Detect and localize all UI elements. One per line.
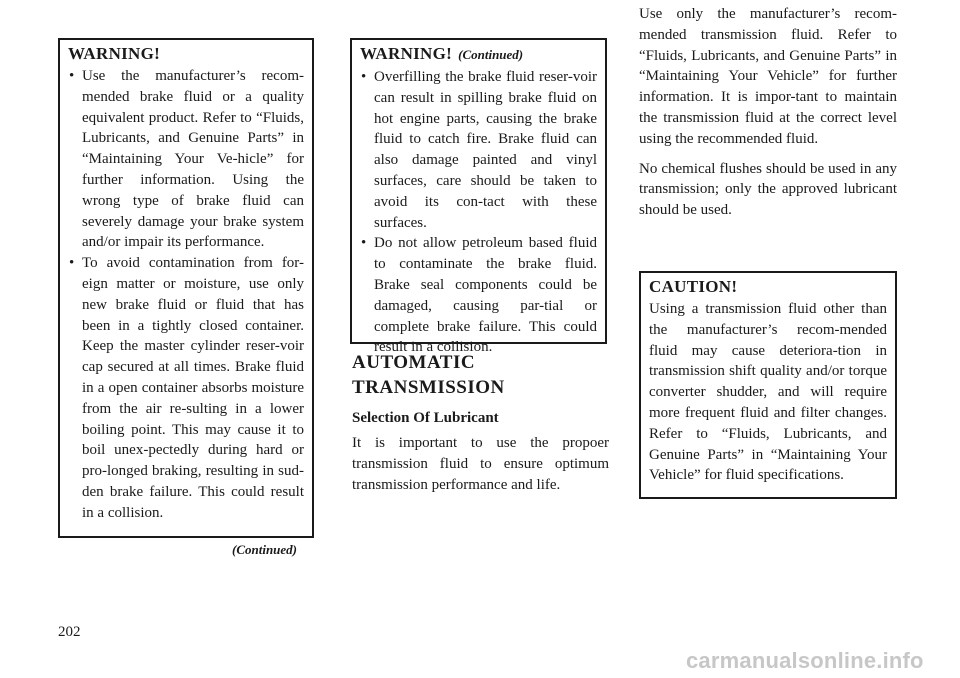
caution-title: CAUTION! xyxy=(649,277,738,296)
right-column xyxy=(639,4,897,230)
caution-text: Using a transmission fluid other than the manufacturer’s recom-mended fluid may cause deteriora-tion in transmission shift quality and/or torque converter shudder, and will require more frequent fluid and filter changes. Refer to “Fluids, Lubricants, and Genuine Parts” in “Maintaining Your Vehicle” for fluid specifications. xyxy=(649,301,887,484)
continued-note: (Continued) xyxy=(232,542,298,557)
paragraph: Use only the manufacturer’s recom-mended transmission fluid. Refer to “Fluids, Lubricants, and Genuine Parts” in “Maintaining Your Vehicle” for further information. It is impor-tant to maintain the transmission fluid at the correct level using the recommended fluid. xyxy=(639,6,897,147)
caution-box xyxy=(639,271,897,499)
warning-box-left xyxy=(58,38,314,538)
paragraph: No chemical flushes should be used in any transmission; only the approved lubricant should be used. xyxy=(639,160,897,219)
continued-label: (Continued) xyxy=(458,47,524,62)
warning-title-continued xyxy=(360,44,597,65)
warning-list xyxy=(68,66,304,524)
watermark: carmanualsonline.info xyxy=(686,648,924,673)
sub-heading: Selection Of Lubricant xyxy=(352,410,499,426)
warning-title: WARNING! xyxy=(68,44,161,63)
warning-list xyxy=(360,67,597,358)
section-heading-line: TRANSMISSION xyxy=(352,377,505,398)
section-paragraph xyxy=(352,433,609,504)
warning-title: WARNING! xyxy=(360,44,453,63)
warning-bullet: • Do not allow petroleum based fluid to contaminate the brake fluid. Brake seal components could be damaged, causing par-tial or complete brake failure. This could result in a collision. xyxy=(360,233,597,358)
warning-bullet: • Overfilling the brake fluid reser-voir can result in spilling brake fluid on hot engine parts, causing the brake fluid to catch fire. Brake fluid can also damage painted and vinyl surfaces, care should be taken to avoid its con-tact with these surfaces. xyxy=(360,67,597,233)
section-heading xyxy=(352,350,610,400)
paragraph: It is important to use the propoer transmission fluid to ensure optimum transmission performance and life. xyxy=(352,435,609,493)
warning-bullet: • To avoid contamination from for-eign matter or moisture, use only new brake fluid or fluid that has been in a tightly closed container. Keep the master cylinder reser-voir cap secured at all times. Brake fluid in a open container absorbs moisture from the air re-sulting in a lower boiling point. This may cause it to boil unex-pectedly during hard or pro-longed braking, resulting in sud-den brake failure. This could result in a collision. xyxy=(68,253,304,523)
warning-bullet: • Use the manufacturer’s recom-mended brake fluid or a quality equivalent product. Refer to “Fluids, Lubricants, and Genuine Parts” in “Maintaining Your Ve-hicle” for further information. Using the wrong type of brake fluid can severely damage your brake system and/or impair its performance. xyxy=(68,66,304,253)
page-number: 202 xyxy=(58,624,81,640)
section-heading-line: AUTOMATIC xyxy=(352,352,476,373)
warning-box-middle xyxy=(350,38,607,356)
